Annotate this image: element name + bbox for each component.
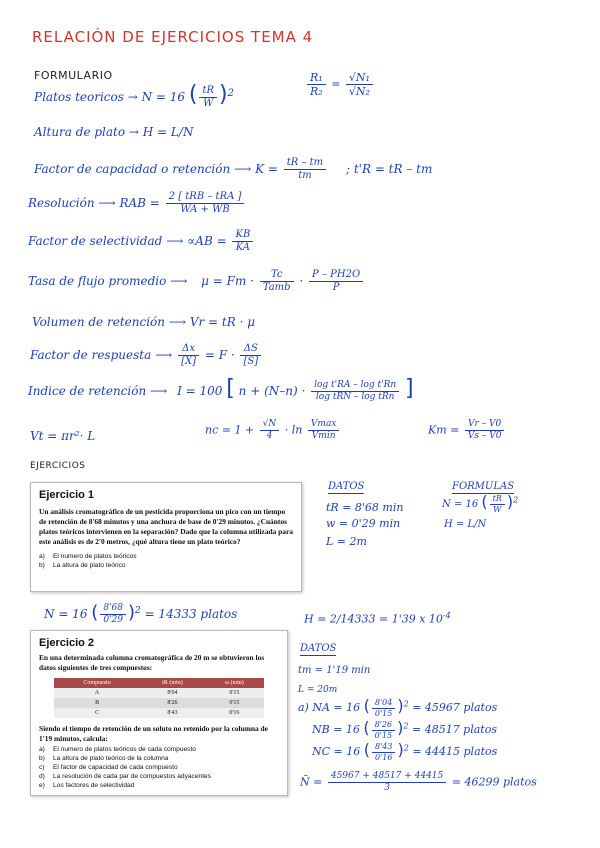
formula-f-d1: Tamb (262, 282, 291, 293)
formula-k-extra: ; t'R = tR – tm (345, 162, 433, 176)
formula-fr-mid: = F · (204, 348, 235, 362)
table-header: tR (min) (140, 678, 205, 688)
formula-km-lhs: Km = (428, 423, 460, 437)
formula-nc-d2: Vmin (311, 431, 336, 441)
formula-fr-label: Factor de respuesta ⟶ (30, 348, 173, 362)
formula-km (428, 420, 506, 441)
formula-f-lhs: μ = Fm · (201, 274, 254, 288)
formula-i-num: log t'RA – log t'Rn (311, 381, 399, 392)
formula-i-lhs: I = 100 (177, 384, 223, 398)
formulas1-n: N = 16 ( $\frac{tR}{W}$ )$^2$ (442, 492, 519, 514)
formula-k-label: Factor de capacidad o retención ⟶ (34, 162, 252, 176)
formula-k-lhs: K = (255, 162, 278, 176)
formula-fr-d1: [X] (181, 356, 196, 367)
formula-platos-lhs: N = 16 (141, 90, 186, 104)
formula-r-den: WA + WB (180, 204, 230, 215)
list-item: c) El factor de capacidad de cada compuesto (39, 763, 178, 771)
formula-k-den: tm (298, 170, 312, 181)
datos2-nb: NB = 16 ( $\frac{8'26}{0'15}$ )$^2$ = 48517 platos (312, 718, 497, 740)
ejercicio2-statement: En una determinada columna cromatográfica de 20 m se obtuvieron los datos siguientes de tres compuestos: (39, 653, 265, 672)
formula-selectividad (28, 230, 255, 253)
formula-r-lhs: RAB = (119, 196, 160, 210)
ejercicios-heading: EJERCICIOS (30, 461, 86, 471)
formula-volumen (32, 316, 255, 328)
formula-platos-label: Platos teoricos → (34, 90, 138, 104)
formula-km-num: Vr – V0 (465, 420, 505, 431)
datos2-mean: N̄ = $\frac{45967 + 48517 + 44415}{3}$ = 46299 platos (300, 771, 537, 793)
formula-f-n1: Tc (260, 270, 294, 282)
ratio-eq: = (331, 77, 341, 91)
ejercicio2-question: Siendo el tiempo de retención de un soluto no retenido por la columna de 1'19 minutos, calcula: (39, 723, 268, 743)
datos1-heading: DATOS (328, 481, 365, 492)
formula-s-lhs: ∝AB = (187, 234, 227, 248)
formula-altura-label: Altura de plato → (34, 125, 139, 139)
ejercicio1-title: Ejercicio 1 (39, 489, 95, 501)
formula-i-mid: n + (N–n) · (238, 384, 306, 398)
formula-nc-n2: Vmax (308, 420, 339, 431)
formula-respuesta (30, 344, 263, 367)
ejercicio2-card (30, 630, 288, 796)
list-item: d) La resolución de cada par de compuestos adyacentes (39, 772, 211, 780)
formula-factor-capacidad (34, 158, 432, 181)
list-item: a) El numero de platos teóricos (39, 552, 137, 560)
datos2-nc: NC = 16 ( $\frac{8'43}{0'16}$ )$^2$ = 44415 platos (312, 740, 498, 762)
ejercicio1-items (39, 553, 293, 571)
page-title: RELACIÓN DE EJERCICIOS TEMA 4 (32, 28, 314, 46)
ratio-d2: √N₂ (348, 85, 370, 98)
datos1-line: w = 0'29 min (326, 517, 401, 530)
formula-f-dot: · (299, 274, 304, 288)
formula-f-label: Tasa de flujo promedio ⟶ (28, 274, 188, 288)
table-header-row (54, 678, 264, 688)
ejercicio1-statement: Un análisis cromatográfico de un pesticida proporciona un pico con un tiempo de retención de 8'68 minutos y una anchura de base de 0'29 minutos. ¿Cuántos platos teóricos intervienen en la separación? Dado que la columna utilizada para este análisis es de 2'0 metros, ¿qué altura tiene un plato teórico? (39, 507, 293, 546)
formula-km-den: Vs – V0 (467, 431, 502, 441)
list-item: b) La altura de plato teórico de la columna (39, 754, 169, 762)
formula-v-expr: Vr = tR · μ (189, 315, 256, 329)
formula-nc-mid: · ln (284, 423, 303, 437)
list-item: a) El numero de platos teóricos de cada compuesto (39, 745, 196, 753)
table-row: C 8'43 0'16 (54, 708, 264, 718)
table-row: B 8'26 0'15 (54, 698, 264, 708)
formula-nc-n1: √N (260, 420, 280, 431)
resultado1-n: N = 16 ( $\frac{8'68}{0'29}$ )$^2$ = 14333 platos (44, 602, 238, 625)
formulas1-h: H = L/N (444, 519, 487, 530)
formula-i-label: Indice de retención ⟶ (28, 384, 168, 398)
formula-fr-n2: ΔS (240, 344, 261, 356)
formulas1-heading: FORMULAS (452, 481, 515, 492)
formula-f-d2: P (332, 282, 340, 293)
table-header: ω (min) (205, 678, 264, 688)
formula-fr-n1: Δx (178, 344, 199, 356)
formula-resolucion (28, 192, 246, 215)
ratio-n2: √N₁ (346, 72, 373, 85)
formula-s-num: KB (232, 230, 253, 242)
ejercicio2-items (39, 746, 279, 790)
datos2-heading: DATOS (300, 643, 337, 654)
formula-vt: Vt = πr²· L (30, 429, 96, 443)
formula-r-num: 2 [ tRB – tRA ] (166, 192, 245, 204)
ratio-d1: R₂ (310, 85, 323, 98)
formula-nc-d1: 4 (266, 431, 273, 441)
formula-flujo (28, 270, 365, 293)
formula-nc-lhs: nc = 1 + (205, 423, 255, 437)
datos2-l: L = 20m (298, 685, 338, 695)
formula-k-num: tR – tm (284, 158, 326, 170)
formula-nc (205, 420, 341, 441)
formula-ratio (305, 72, 375, 97)
datos1-line: tR = 8'68 min (326, 501, 404, 514)
formulario-heading: FORMULARIO (34, 69, 113, 82)
datos2-tm: tm = 1'19 min (298, 665, 371, 676)
formula-indice (28, 378, 414, 402)
ratio-n1: R₁ (307, 72, 326, 85)
list-item: e) Los factores de selectividad (39, 781, 135, 789)
formula-platos-num: tR (199, 86, 217, 98)
formula-altura-expr: H = L/N (142, 125, 194, 139)
datos1-line: L = 2m (326, 535, 367, 548)
table-header: Compuesto (54, 678, 140, 688)
ejercicio2-table (54, 678, 264, 718)
formula-f-n2: P – PH2O (309, 270, 363, 282)
formula-altura (34, 126, 193, 138)
ejercicio1-card (30, 482, 302, 592)
formula-fr-d2: [S] (243, 356, 259, 367)
table-row: A 8'04 0'15 (54, 688, 264, 698)
formula-r-label: Resolución ⟶ (28, 196, 116, 210)
resultado1-h: H = 2/14333 = 1'39 x $10^{-4}$ (304, 611, 451, 626)
list-item: b) La altura de plato teórico (39, 561, 126, 569)
ejercicio2-title: Ejercicio 2 (39, 637, 95, 649)
formula-s-label: Factor de selectividad ⟶ (28, 234, 184, 248)
formula-platos-exp: 2 (227, 88, 235, 99)
formula-platos-den: W (203, 98, 214, 109)
formula-s-den: KA (235, 242, 251, 253)
datos2-na: a) NA = 16 ( $\frac{8'04}{0'15}$ )$^2$ = 45967 platos (298, 696, 498, 718)
formula-platos: Platos teoricos → N = 16 ( $\frac{tR}{W}$ )$^2$ (34, 82, 235, 109)
formula-v-label: Volumen de retención ⟶ (32, 315, 186, 329)
formula-i-open: [ (226, 376, 235, 401)
formula-i-den: log tRN – log tRn (315, 392, 395, 402)
formula-i-close: ] (405, 376, 414, 401)
